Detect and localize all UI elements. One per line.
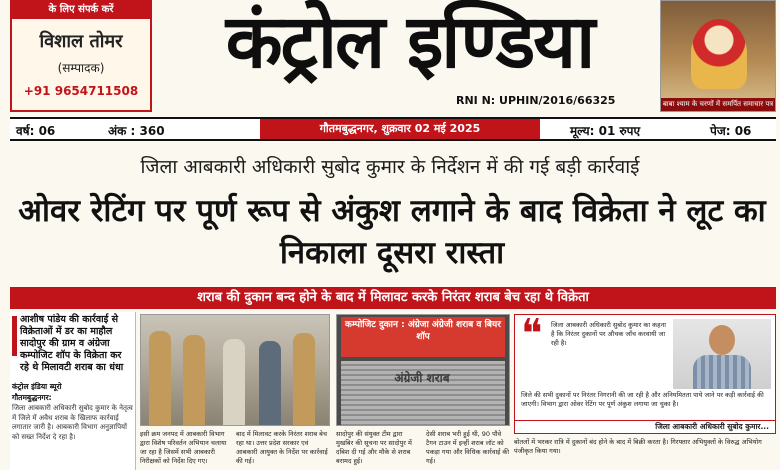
officer-figure: [183, 335, 205, 425]
story-kicker: जिला आबकारी अधिकारी सुबोद कुमार के निर्देशन में की गई बड़ी कार्रवाई: [140, 156, 640, 178]
left-column: [10, 312, 136, 470]
quote-text: जिला आबकारी अधिकारी सुबोद कुमार का कहना है कि निरंतर दुकानों पर औचक जाँच करवायी जा रही है।: [551, 321, 666, 347]
byline: कंट्रोल इंडिया ब्यूरो: [12, 382, 62, 391]
quote-caption: जिला आबकारी अधिकारी सुबोद कुमार...: [515, 420, 775, 433]
police-team-photo: [140, 314, 330, 426]
place-date: गौतमबुद्धनगर, शुक्रवार 02 मई 2025: [260, 119, 540, 139]
masthead: [0, 0, 780, 114]
rni-number: RNI N: UPHIN/2016/66325: [456, 94, 616, 107]
newspaper-title: कंट्रोल इण्डिया: [225, 0, 594, 85]
liquor-shop-photo: [336, 314, 510, 426]
editor-name: विशाल तोमर: [39, 31, 123, 52]
officer-figure: [223, 339, 245, 425]
price-label: मूल्य: 01 रुपए: [570, 124, 641, 138]
officer-quote-box: [514, 311, 776, 434]
story-headline: ओवर रेटिंग पर पूर्ण रूप से अंकुश लगाने के बाद विक्रेता ने लूट का निकाला दूसरा रास्ता: [18, 193, 766, 271]
left-column-body: जिला आबकारी अधिकारी सुबोद कुमार के नेतृत्व में जिले में अवैध शराब के खिलाफ कार्रवाई लगातार जारी है। आबकारी विभाग अनुज्ञापियों को सख्त निर्देश दे रहा है।: [12, 404, 133, 441]
officer-figure: [293, 333, 315, 425]
article-column: बाद में मिलावट करके निरंतर शराब बेच रहा था। उत्तर प्रदेश सरकार एवं आबकारी आयुक्त के निर्देश पर कार्रवाई की गई।: [236, 430, 328, 465]
officer-body: [693, 355, 751, 389]
officer-figure: [259, 341, 281, 425]
left-column-lead: आशीष पांडेय की कार्रवाई से विक्रेताओं में डर का माहौल सादोपुर की ग्राम व अंग्रेजा कम्पोजिट शॉप के विक्रेता कर रहे थे मिलावटी शराब का धंधा: [10, 312, 135, 374]
issue-label: अंक : 360: [108, 124, 165, 138]
article-column: बोतलों में भरकर रात्रि में दुकानों बंद होने के बाद में बिक्री करता है। गिरफ्तार अभियुक्तों के विरुद्ध अभियोग पंजीकृत किया गया।: [514, 438, 762, 455]
officer-figure: [149, 331, 171, 425]
shop-shutter-text: अंग्रेजी शराब: [394, 371, 450, 385]
editor-phone[interactable]: +91 9654711508: [23, 84, 139, 98]
article-column: सादोपुर की संयुक्त टीम द्वारा मुखबिर की सूचना पर सादोपुर में दबिश दी गई और मौके से शराब बरामद हुई।: [336, 430, 412, 465]
shop-sign: कम्पोजिट दुकान : अंग्रेजा अंग्रेजी शराब व बियर शॉप: [341, 317, 505, 357]
deity-photo: [660, 0, 776, 112]
story-subhead: शराब की दुकान बन्द होने के बाद में मिलावट करके निरंतर शराब बेच रहा थे विक्रेता: [10, 287, 776, 309]
editor-role: (सम्पादक): [57, 61, 105, 75]
page-label: पेज: 06: [710, 124, 752, 138]
issue-info-bar: [10, 117, 776, 141]
quote-full-text: जिले की सभी दुकानों पर निरंतर निगरानी की जा रही है और अनियमितता पाये जाने पर कड़ी कार्रवाई की जाएगी। विभाग द्वारा ओवर रेटिंग पर पूर्ण अंकुश लगाया जा चुका है।: [521, 391, 764, 408]
deity-image: [691, 19, 747, 89]
editor-tag: के लिए संपर्क करें: [12, 2, 150, 19]
article-column: देसी शराब भरी हुई थी, 90 पौवे टैगन टाउन में इन्हीं शराब लॉट को पकड़ा गया और विधिक कार्रवाई की गई।: [426, 430, 510, 465]
deity-photo-caption: बाबा श्याम के चरणों में समर्पित समाचार पत्र: [661, 98, 775, 111]
officer-photo: [673, 319, 771, 389]
officer-head: [709, 325, 735, 355]
year-label: वर्ष: 06: [16, 124, 56, 138]
article-column: इसी क्रम जनपद में आबकारी विभाग द्वारा विशेष परिवर्तन अभियान चलाया जा रहा है जिसमें सभी आबकारी निरीक्षकों को निर्देश दिए गए।: [140, 430, 227, 465]
editor-contact-box: [10, 0, 152, 112]
dateline: गौतमबुद्धनगर:: [12, 393, 52, 402]
quote-icon: ❝: [521, 311, 543, 357]
